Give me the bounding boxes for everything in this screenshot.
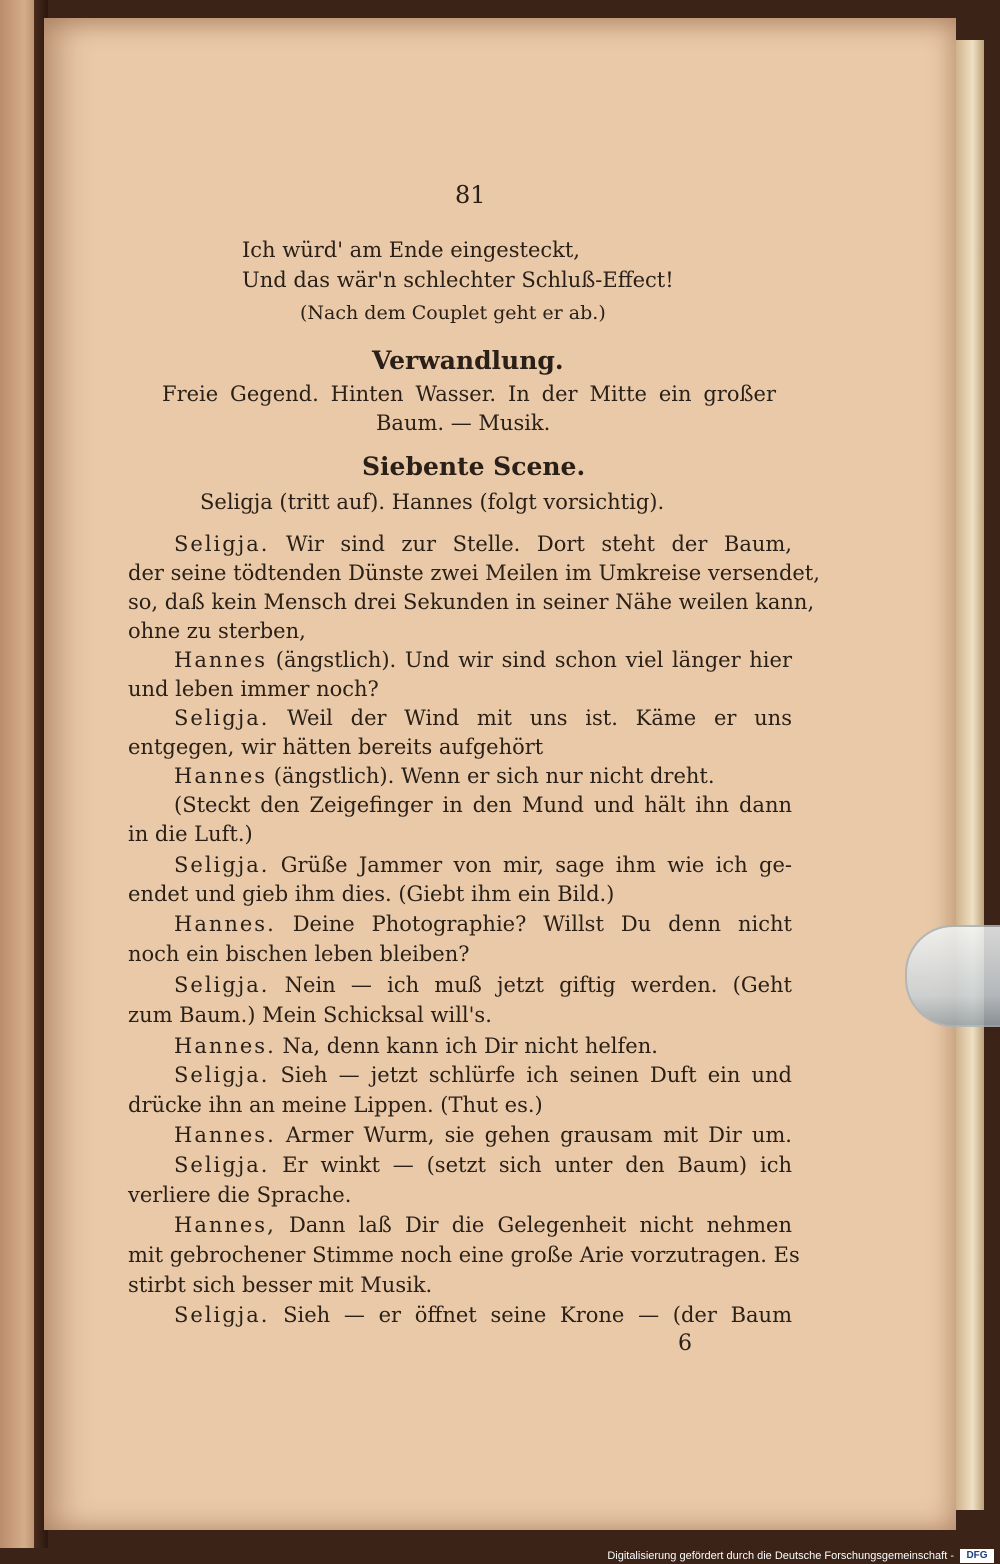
verse-line-1: Ich würd' am Ende eingesteckt,: [242, 238, 580, 262]
dialogue-line: [174, 705, 792, 731]
dialogue-line: [174, 763, 715, 789]
dialogue-line: [174, 647, 792, 673]
stage-direction: (Nach dem Couplet geht er ab.): [300, 302, 606, 324]
dialogue-line: verliere die Sprache.: [128, 1183, 352, 1207]
dialogue-line: noch ein bischen leben bleiben?: [128, 942, 470, 966]
speaker-name: Seligja.: [174, 853, 270, 877]
dialogue-text: Weil der Wind mit uns ist. Käme er uns: [287, 706, 792, 730]
speaker-name: Seligja.: [174, 532, 270, 556]
scene-heading: Siebente Scene.: [362, 452, 586, 481]
page-number: 81: [455, 181, 486, 209]
speaker-name: Hannes.: [174, 1123, 276, 1147]
dialogue-text: Dann laß Dir die Gelegenheit nicht nehmen: [288, 1213, 793, 1237]
dialogue-line: [174, 531, 792, 557]
dialogue-text: Na, denn kann ich Dir nicht helfen.: [282, 1034, 658, 1058]
dialogue-text: Nein — ich muß jetzt giftig werden. (Geht: [284, 973, 792, 997]
dialogue-line: drücke ihn an meine Lippen. (Thut es.): [128, 1093, 543, 1117]
dialogue-line: [174, 852, 792, 878]
dialogue-line: [174, 1302, 792, 1328]
dialogue-line: [174, 1212, 792, 1238]
dialogue-line: in die Luft.): [128, 822, 253, 846]
transformation-line-1: Freie Gegend. Hinten Wasser. In der Mitte ein großer: [162, 382, 776, 406]
speaker-name: Hannes: [174, 648, 268, 672]
dialogue-line: [174, 972, 792, 998]
dialogue-line: (Steckt den Zeigefinger in den Mund und hält ihn dann: [174, 793, 792, 817]
signature-mark: 6: [678, 1331, 692, 1356]
page-clip-tab: [905, 925, 1000, 1027]
dialogue-line: [174, 1122, 792, 1148]
speaker-name: Hannes,: [174, 1213, 276, 1237]
dialogue-line: so, daß kein Mensch drei Sekunden in seiner Nähe weilen kann,: [128, 590, 815, 614]
dialogue-line: entgegen, wir hätten bereits aufgehört: [128, 735, 544, 759]
transformation-line-2: Baum. — Musik.: [376, 411, 551, 435]
transformation-heading: Verwandlung.: [372, 346, 564, 375]
dialogue-text: (ängstlich). Wenn er sich nur nicht dreht.: [273, 764, 715, 788]
dialogue-line: und leben immer noch?: [128, 677, 379, 701]
speaker-name: Hannes.: [174, 912, 276, 936]
speaker-name: Hannes: [174, 764, 268, 788]
dialogue-line: [174, 1062, 792, 1088]
dialogue-text: Sieh — er öffnet seine Krone — (der Baum: [283, 1303, 792, 1327]
dialogue-line: mit gebrochener Stimme noch eine große Arie vorzutragen. Es: [128, 1243, 800, 1267]
dfg-logo: DFG: [960, 1549, 994, 1563]
dialogue-text: Grüße Jammer von mir, sage ihm wie ich ge-: [280, 853, 792, 877]
dialogue-text: Armer Wurm, sie gehen grausam mit Dir um.: [285, 1123, 792, 1147]
dialogue-line: endet und gieb ihm dies. (Giebt ihm ein Bild.): [128, 882, 615, 906]
dialogue-line: zum Baum.) Mein Schicksal will's.: [128, 1003, 492, 1027]
dialogue-line: stirbt sich besser mit Musik.: [128, 1273, 433, 1297]
speaker-name: Seligja.: [174, 706, 270, 730]
dialogue-line: [174, 1152, 792, 1178]
scene-intro: Seligja (tritt auf). Hannes (folgt vorsichtig).: [200, 490, 665, 514]
speaker-name: Seligja.: [174, 1153, 270, 1177]
dialogue-text: (ängstlich). Und wir sind schon viel länger hier: [275, 648, 792, 672]
dialogue-line: ohne zu sterben,: [128, 619, 306, 643]
dialogue-line: [174, 1033, 658, 1059]
dialogue-text: Deine Photographie? Willst Du denn nicht: [292, 912, 792, 936]
digitization-credit: Digitalisierung gefördert durch die Deutsche Forschungsgemeinschaft -: [607, 1550, 954, 1562]
verse-line-2: Und das wär'n schlechter Schluß-Effect!: [242, 268, 674, 292]
speaker-name: Hannes.: [174, 1034, 276, 1058]
speaker-name: Seligja.: [174, 973, 270, 997]
dialogue-line: der seine tödtenden Dünste zwei Meilen im Umkreise versendet,: [128, 561, 820, 585]
speaker-name: Seligja.: [174, 1063, 270, 1087]
speaker-name: Seligja.: [174, 1303, 270, 1327]
page-stack-edge: [956, 40, 984, 1510]
dialogue-text: Er winkt — (setzt sich unter den Baum) ich: [282, 1153, 792, 1177]
dialogue-text: Wir sind zur Stelle. Dort steht der Baum,: [285, 532, 792, 556]
dialogue-line: [174, 911, 792, 937]
dialogue-text: Sieh — jetzt schlürfe ich seinen Duft ein und: [280, 1063, 792, 1087]
